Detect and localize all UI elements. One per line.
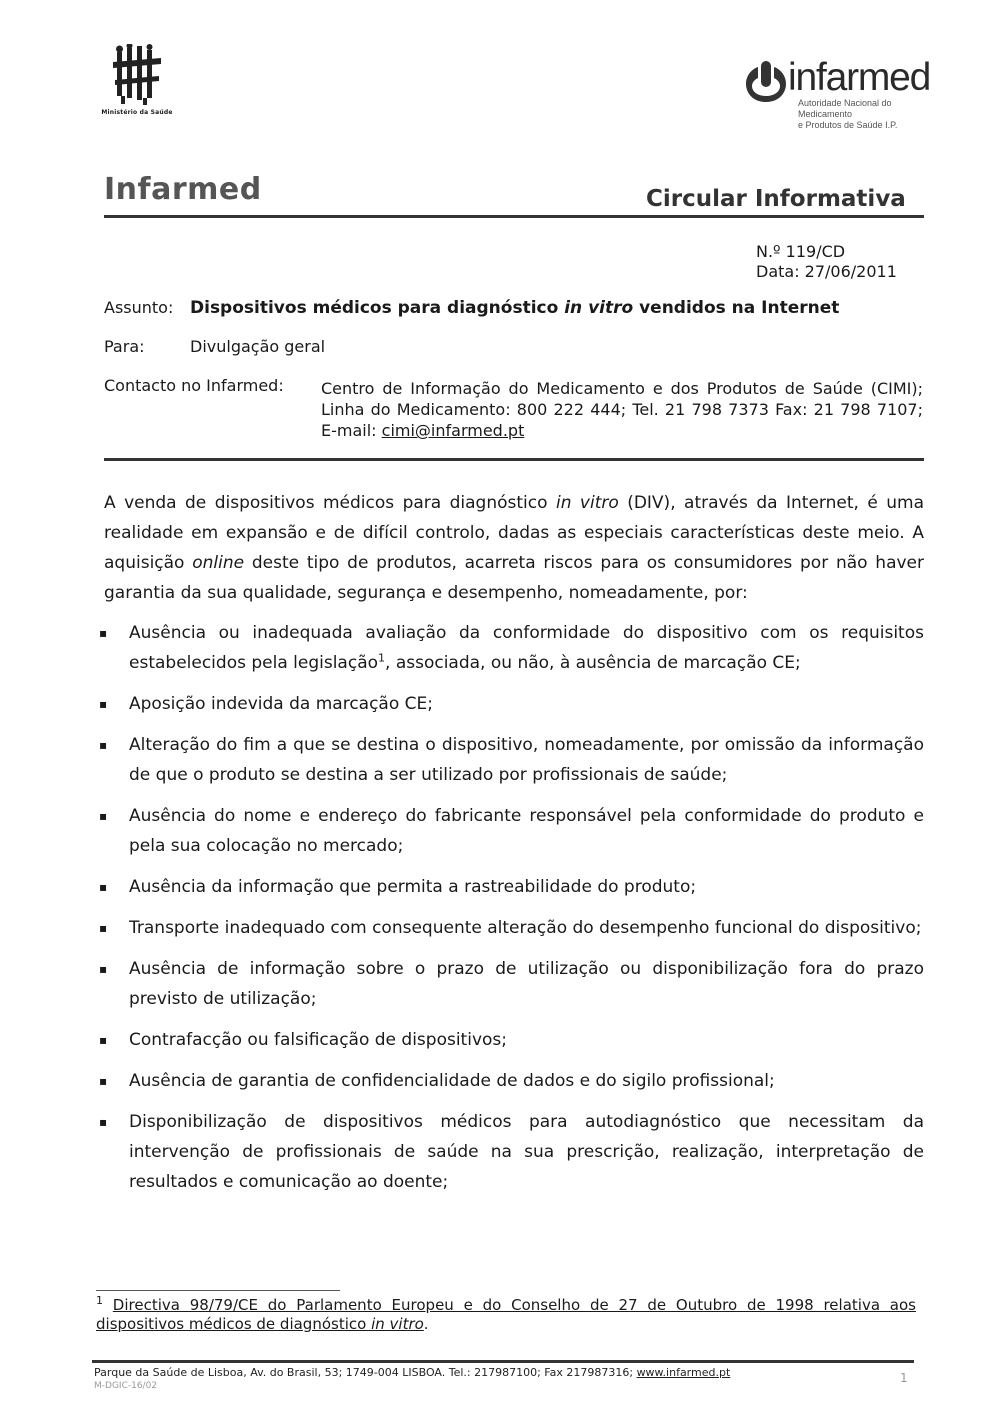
contact-text: Centro de Informação do Medicamento e dos Produtos de Saúde (CIMI); Linha do Medicamento: 800 222 444; Tel. 21 798 7373 Fax: 21 798 7107; E-mail:	[321, 379, 923, 440]
footnote-divider	[96, 1290, 340, 1291]
list-item-text: Transporte inadequado com consequente alteração do desempenho funcional do dispositivo;	[129, 918, 922, 938]
document-type: Circular Informativa	[646, 186, 906, 212]
bullet-icon: ▪	[99, 697, 108, 711]
recipient-value: Divulgação geral	[190, 337, 326, 356]
list-item	[96, 730, 924, 790]
ministry-figures-icon	[109, 44, 165, 106]
footnote-ref: 1	[378, 651, 386, 665]
brand-subtitle	[798, 98, 948, 131]
bullet-icon: ▪	[99, 1074, 108, 1088]
footnote-text-a: Directiva 98/79/CE do Parlamento Europeu e do Conselho de 27 de Outubro de 1998 relativa aos dispositivos médicos de diagnóstico	[96, 1296, 916, 1333]
list-item	[96, 954, 924, 1014]
intro-paragraph	[104, 488, 924, 608]
list-item-text: Ausência de garantia de confidencialidade de dados e do sigilo profissional;	[129, 1071, 775, 1091]
brand-subtitle-line1: Autoridade Nacional do Medicamento	[798, 98, 892, 119]
page-number: 1	[900, 1371, 908, 1385]
bullet-icon: ▪	[99, 1033, 108, 1047]
footer-address	[94, 1366, 730, 1379]
contact-email-link[interactable]: cimi@infarmed.pt	[381, 421, 525, 440]
subject-text-c: vendidos na Internet	[633, 298, 840, 318]
recipient-row	[104, 337, 325, 356]
list-item	[96, 618, 924, 678]
brand-subtitle-line2: e Produtos de Saúde I.P.	[798, 120, 898, 130]
footer-address-text: Parque da Saúde de Lisboa, Av. do Brasil, 53; 1749-004 LISBOA. Tel.: 217987100; Fax 217987316;	[94, 1366, 637, 1379]
intro-text-5: deste tipo de produtos, acarreta riscos para os consumidores por não haver garantia da sua qualidade, segurança e desempenho, nomeadamente, por:	[104, 553, 924, 603]
footnote	[96, 1296, 916, 1334]
bullet-icon: ▪	[99, 1115, 108, 1129]
contact-value	[321, 378, 923, 441]
list-item	[96, 1025, 924, 1055]
list-item-text: Ausência ou inadequada avaliação da conformidade do dispositivo com os requisitos estabelecidos pela legislação	[129, 623, 924, 673]
infarmed-mark-icon	[744, 58, 788, 104]
list-item-text: Alteração do fim a que se destina o dispositivo, nomeadamente, por omissão da informação de que o produto se destina a ser utilizado por profissionais de saúde;	[129, 735, 924, 785]
list-item-text: Ausência do nome e endereço do fabricante responsável pela conformidade do produto e pela sua colocação no mercado;	[129, 806, 924, 856]
ministry-label: Ministério da Saúde	[101, 109, 173, 116]
bullet-icon: ▪	[99, 626, 108, 640]
header-divider	[104, 458, 924, 461]
bullet-icon: ▪	[99, 809, 108, 823]
title-divider	[104, 215, 924, 218]
subject-text-italic: in vitro	[564, 298, 634, 318]
list-item-text: Disponibilização de dispositivos médicos para autodiagnóstico que necessitam da intervenção de profissionais de saúde na sua prescrição, realização, interpretação de resultados e comunicação ao doente;	[129, 1112, 924, 1192]
list-item	[96, 872, 924, 902]
intro-text-3: (DIV), através da Internet, é uma realidade em expansão e de difícil controlo, dadas as especiais características deste meio. A aquisição	[104, 493, 924, 573]
risk-list	[96, 618, 924, 1208]
intro-text-2: in vitro	[555, 493, 619, 513]
footnote-text-c: .	[423, 1315, 429, 1333]
list-item	[96, 1066, 924, 1096]
footnote-link[interactable]	[96, 1296, 916, 1333]
list-item-text: Contrafacção ou falsificação de dispositivos;	[129, 1030, 507, 1050]
footnote-text-italic: in vitro	[371, 1315, 424, 1333]
ministry-of-health-logo	[92, 44, 182, 116]
bullet-icon: ▪	[99, 880, 108, 894]
contact-label: Contacto no Infarmed:	[104, 376, 284, 395]
footer-website-link[interactable]: www.infarmed.pt	[636, 1366, 731, 1379]
subject-value	[190, 298, 839, 318]
intro-text-1: A venda de dispositivos médicos para diagnóstico	[104, 493, 556, 513]
subject-label: Assunto:	[104, 298, 174, 317]
brand-name: infarmed	[788, 56, 931, 99]
document-title: Infarmed	[104, 172, 262, 207]
bullet-icon: ▪	[99, 738, 108, 752]
list-item-text: Ausência de informação sobre o prazo de utilização ou disponibilização fora do prazo previsto de utilização;	[129, 959, 924, 1009]
intro-text-4: online	[192, 553, 245, 573]
bullet-icon: ▪	[99, 921, 108, 935]
subject-text-a: Dispositivos médicos para diagnóstico	[190, 298, 565, 318]
bullet-icon: ▪	[99, 962, 108, 976]
circular-date: Data: 27/06/2011	[756, 262, 897, 281]
recipient-label: Para:	[104, 337, 145, 356]
list-item-text: Aposição indevida da marcação CE;	[129, 694, 433, 714]
circular-number: N.º 119/CD	[756, 242, 846, 261]
footer-divider	[92, 1360, 914, 1363]
list-item-text: , associada, ou não, à ausência de marcação CE;	[385, 653, 801, 673]
circular-meta	[756, 242, 897, 282]
subject-row	[104, 298, 839, 318]
list-item	[96, 801, 924, 861]
list-item-text: Ausência da informação que permita a rastreabilidade do produto;	[129, 877, 697, 897]
footnote-number: 1	[96, 1294, 103, 1307]
list-item	[96, 689, 924, 719]
list-item	[96, 1107, 924, 1197]
list-item	[96, 913, 924, 943]
form-code: M-DGIC-16/02	[94, 1381, 158, 1391]
